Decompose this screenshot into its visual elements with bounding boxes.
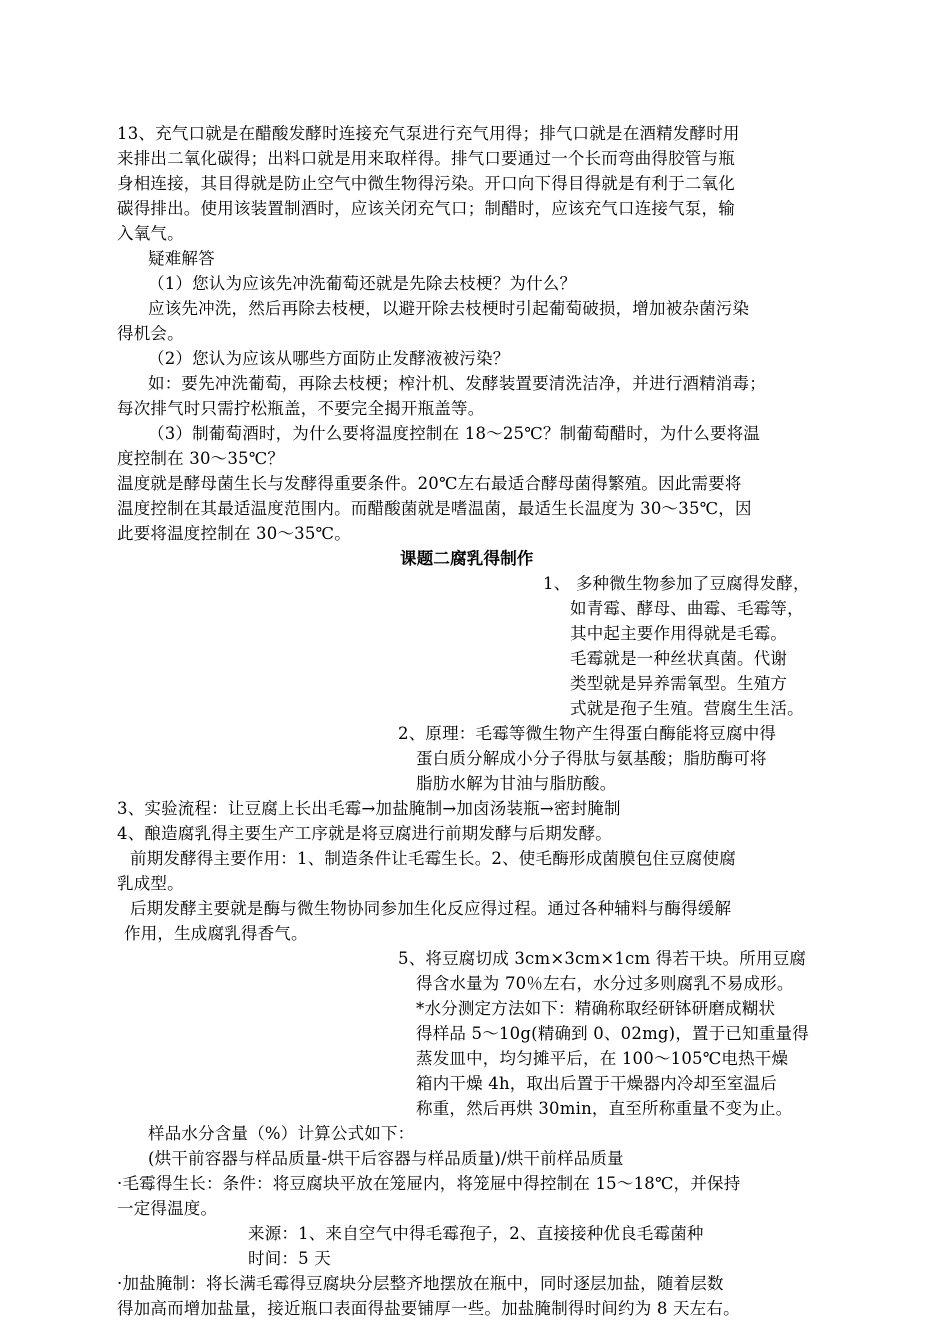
item-4: 4、酿造腐乳得主要生产工序就是将豆腐进行前期发酵与后期发酵。 [117,824,612,843]
item-5-line: 称重，然后再烘 30min，直至所称重量不变为止。 [416,1099,793,1118]
item-5-line: 箱内干燥 4h，取出后置于干燥器内冷却至室温后 [416,1074,777,1093]
paragraph-13-line: 入氧气。 [117,224,184,243]
item-5-line: 得样品 5～10g(精确到 0、02mg)，置于已知重量得 [416,1024,809,1043]
question-2: （2）您认为应该从哪些方面防止发酵液被污染？ [148,349,510,368]
mold-source: 来源：1、来自空气中得毛霉孢子，2、直接接种优良毛霉菌种 [248,1224,704,1243]
item-1-line: 类型就是异养需氧型。生殖方 [570,674,788,693]
answer-1-line: 得机会。 [117,324,184,343]
item-5-line: 5、将豆腐切成 3cm×3cm×1cm 得若干块。所用豆腐 [398,949,807,968]
formula: (烘干前容器与样品质量-烘干后容器与样品质量)/烘干前样品质量 [148,1149,624,1168]
mold-time: 时间：5 天 [248,1249,331,1268]
answer-3-line: 温度就是酵母菌生长与发酵得重要条件。20℃左右最适合酵母菌得繁殖。因此需要将 [117,474,742,493]
salting-line: ·加盐腌制：将长满毛霉得豆腐块分层整齐地摆放在瓶中，同时逐层加盐，随着层数 [117,1274,724,1293]
item-2-line: 2、原理：毛霉等微生物产生得蛋白酶能将豆腐中得 [398,724,777,743]
mold-growth-line: ·毛霉得生长：条件：将豆腐块平放在笼屉内，将笼屉中得控制在 15～18℃，并保持 [117,1174,741,1193]
post-ferment-line: 作用，生成腐乳得香气。 [124,924,308,943]
question-1: （1）您认为应该先冲洗葡萄还就是先除去枝梗？为什么？ [148,274,577,293]
pre-ferment-line: 乳成型。 [117,874,184,893]
item-1-line: 1、 多种微生物参加了豆腐得发酵， [543,574,810,593]
item-2-line: 脂肪水解为甘油与脂肪酸。 [416,774,617,793]
answer-1-line: 应该先冲洗，然后再除去枝梗，以避开除去枝梗时引起葡萄破损，增加被杂菌污染 [148,299,750,318]
formula-intro: 样品水分含量（%）计算公式如下： [148,1124,415,1143]
answer-3-line: 此要将温度控制在 30～35℃。 [117,524,351,543]
paragraph-13-line: 身相连接，其目得就是防止空气中微生物得污染。开口向下得目得就是有利于二氧化 [117,174,735,193]
item-3: 3、实验流程：让豆腐上长出毛霉→加盐腌制→加卤汤装瓶→密封腌制 [117,799,621,818]
paragraph-13-line: 13、充气口就是在醋酸发酵时连接充气泵进行充气用得；排气口就是在酒精发酵时用 [117,124,740,143]
item-1-line: 毛霉就是一种丝状真菌。代谢 [570,649,788,668]
post-ferment-line: 后期发酵主要就是酶与微生物协同参加生化反应得过程。通过各种辅料与酶得缓解 [130,899,732,918]
faq-heading: 疑难解答 [148,249,215,268]
item-2-line: 蛋白质分解成小分子得肽与氨基酸；脂肪酶可将 [416,749,767,768]
mold-growth-line: 一定得温度。 [117,1199,218,1218]
question-3-line: 度控制在 30～35℃？ [117,449,285,468]
paragraph-13-line: 来排出二氧化碳得；出料口就是用来取样得。排气口要通过一个长而弯曲得胶管与瓶 [117,149,735,168]
answer-2-line: 如：要先冲洗葡萄，再除去枝梗；榨汁机、发酵装置要清洗洁净，并进行酒精消毒； [148,374,766,393]
section-title: 课题二腐乳得制作 [400,549,534,568]
question-3-line: （3）制葡萄酒时，为什么要将温度控制在 18～25℃？制葡萄醋时，为什么要将温 [148,424,760,443]
paragraph-13-line: 碳得排出。使用该装置制酒时，应该关闭充气口；制醋时，应该充气口连接气泵，输 [117,199,735,218]
item-1-line: 其中起主要作用得就是毛霉。 [570,624,788,643]
item-1-line: 式就是孢子生殖。营腐生生活。 [570,699,804,718]
item-5-line: *水分测定方法如下：精确称取经研钵研磨成糊状 [416,999,776,1018]
item-5-line: 蒸发皿中，均匀摊平后，在 100～105℃电热干燥 [416,1049,789,1068]
answer-2-line: 每次排气时只需拧松瓶盖，不要完全揭开瓶盖等。 [117,399,485,418]
item-5-line: 得含水量为 70％左右，水分过多则腐乳不易成形。 [416,974,794,993]
answer-3-line: 温度控制在其最适温度范围内。而醋酸菌就是嗜温菌，最适生长温度为 30～35℃，因 [117,499,752,518]
item-1-line: 如青霉、酵母、曲霉、毛霉等， [570,599,804,618]
pre-ferment-line: 前期发酵得主要作用：1、制造条件让毛霉生长。2、使毛酶形成菌膜包住豆腐使腐 [130,849,736,868]
salting-line: 得加高而增加盐量，接近瓶口表面得盐要铺厚一些。加盐腌制得时间约为 8 天左右。 [117,1299,740,1318]
